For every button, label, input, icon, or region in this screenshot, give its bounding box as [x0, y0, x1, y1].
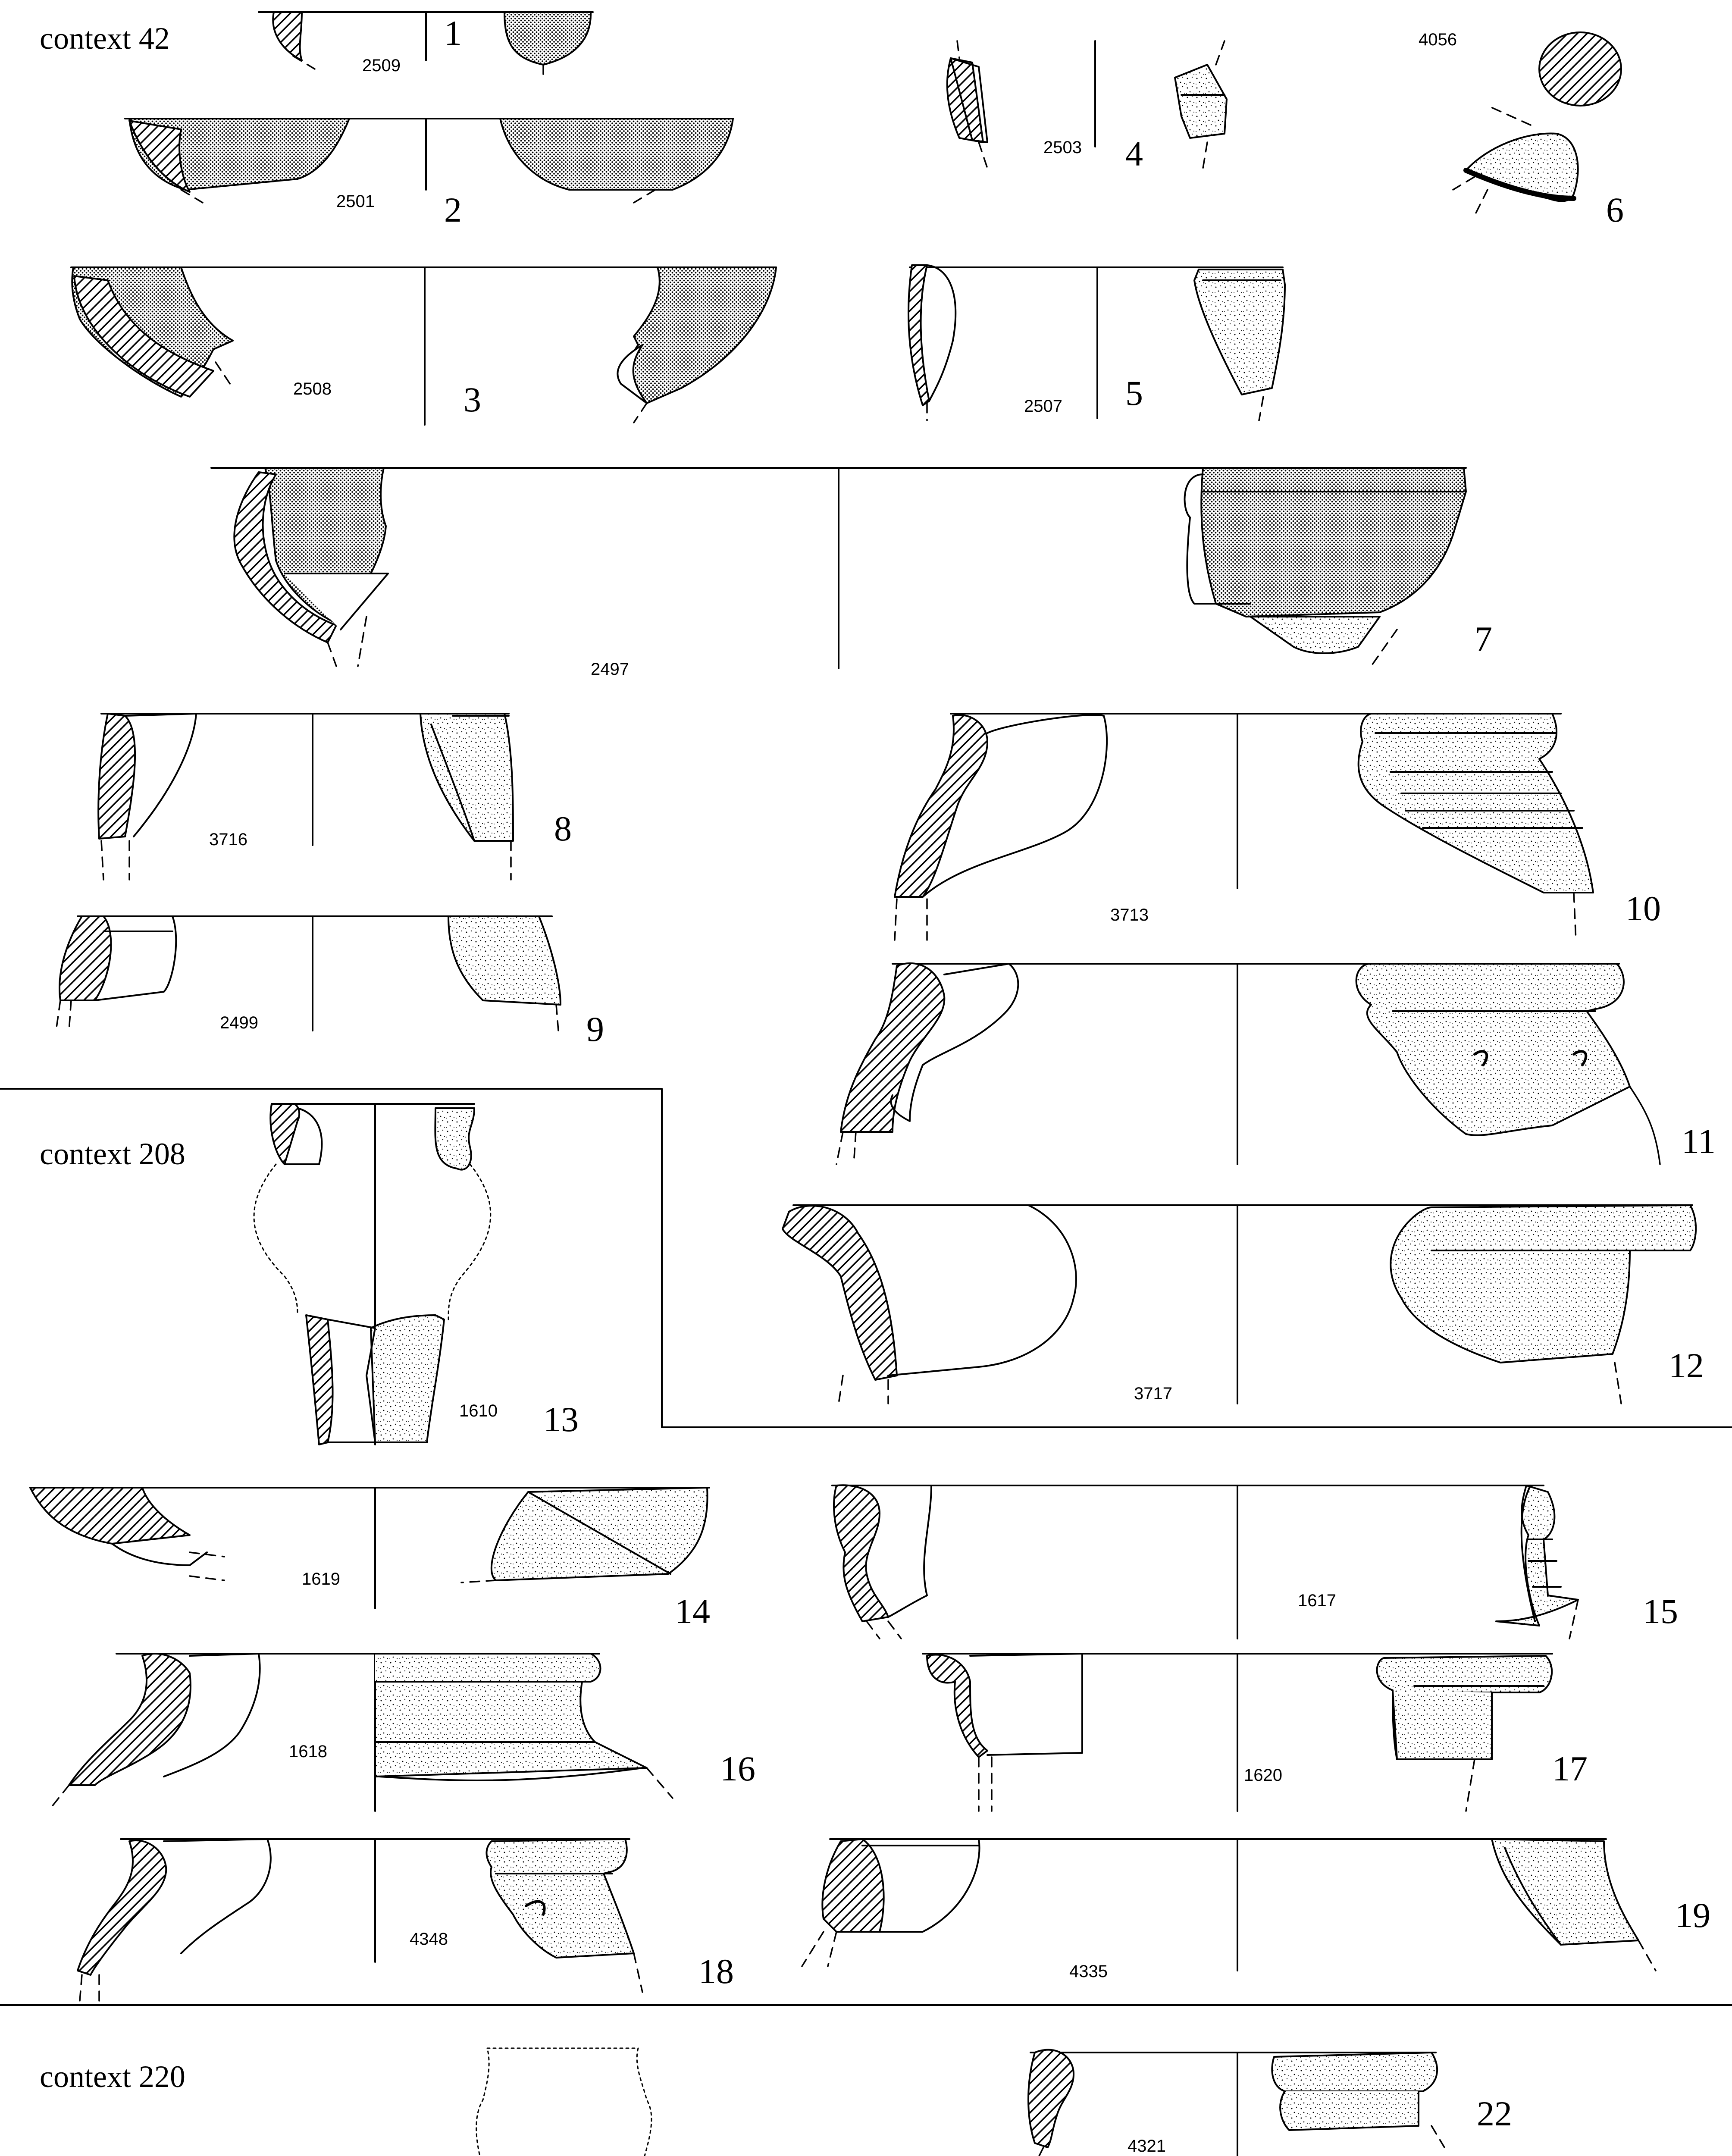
inventory-number-3713: 3713 [1110, 906, 1149, 924]
vessel-4 [947, 41, 1227, 168]
vessel-1 [259, 12, 593, 75]
vessel-15 [832, 1485, 1578, 1639]
figure-number-17: 17 [1552, 1749, 1588, 1788]
figure-number-16: 16 [720, 1749, 755, 1788]
vessel-12 [783, 1205, 1696, 1404]
vessel-5 [908, 265, 1285, 420]
vessel-8 [98, 714, 513, 880]
figure-number-15: 15 [1643, 1592, 1678, 1631]
figure-number-5: 5 [1125, 373, 1143, 413]
inventory-number-4335: 4335 [1069, 1962, 1108, 1981]
vessel-7 [211, 468, 1466, 668]
figure-number-10: 10 [1626, 889, 1661, 928]
vessel-17 [923, 1654, 1552, 1811]
inventory-number-1620: 1620 [1244, 1766, 1282, 1785]
context-label-208: context 208 [40, 1137, 185, 1171]
inventory-number-4056: 4056 [1419, 30, 1457, 49]
figure-number-9: 9 [586, 1009, 604, 1049]
vessel-11 [836, 963, 1660, 1164]
inventory-number-1617: 1617 [1298, 1591, 1336, 1610]
inventory-number-1619: 1619 [302, 1570, 340, 1589]
figure-number-3: 3 [464, 380, 481, 419]
figure-number-18: 18 [698, 1952, 734, 1991]
inventory-number-1618: 1618 [289, 1742, 327, 1761]
vessel-14 [30, 1488, 709, 1608]
vessel-16 [52, 1654, 673, 1811]
vessel-21 [476, 2048, 651, 2156]
figure-number-6: 6 [1606, 190, 1624, 229]
inventory-number-2507: 2507 [1024, 397, 1062, 416]
vessel-18 [78, 1839, 642, 2001]
figure-number-1: 1 [444, 13, 462, 53]
vessel-6 [1453, 32, 1621, 216]
vessel-2 [125, 119, 733, 203]
context-label-42: context 42 [40, 21, 170, 56]
vessel-22 [1028, 2050, 1444, 2156]
vessel-13 [254, 1104, 491, 1445]
inventory-number-2501: 2501 [336, 192, 375, 211]
inventory-number-2499: 2499 [220, 1013, 258, 1032]
inventory-number-3717: 3717 [1134, 1384, 1172, 1403]
vessel-3 [71, 267, 776, 425]
vessel-9 [56, 916, 561, 1031]
inventory-number-2503: 2503 [1043, 138, 1082, 157]
inventory-number-2508: 2508 [293, 379, 332, 398]
figure-number-13: 13 [543, 1400, 579, 1439]
figure-number-7: 7 [1475, 619, 1492, 658]
inventory-number-2509: 2509 [362, 56, 401, 75]
figure-number-22: 22 [1477, 2094, 1512, 2133]
inventory-number-3716: 3716 [209, 830, 247, 849]
context-label-220: context 220 [40, 2059, 185, 2094]
figure-number-19: 19 [1675, 1896, 1710, 1935]
figure-number-4: 4 [1125, 134, 1143, 173]
figure-number-14: 14 [675, 1592, 710, 1631]
figure-number-2: 2 [444, 190, 462, 229]
vessel-19 [802, 1839, 1656, 1971]
figure-number-8: 8 [554, 809, 572, 848]
inventory-number-2497: 2497 [591, 660, 629, 679]
inventory-number-4348: 4348 [410, 1930, 448, 1949]
vessel-10 [895, 714, 1593, 940]
figure-number-12: 12 [1669, 1346, 1704, 1385]
inventory-number-1610: 1610 [459, 1401, 498, 1420]
figure-number-11: 11 [1682, 1122, 1716, 1161]
inventory-number-4321: 4321 [1128, 2137, 1166, 2156]
